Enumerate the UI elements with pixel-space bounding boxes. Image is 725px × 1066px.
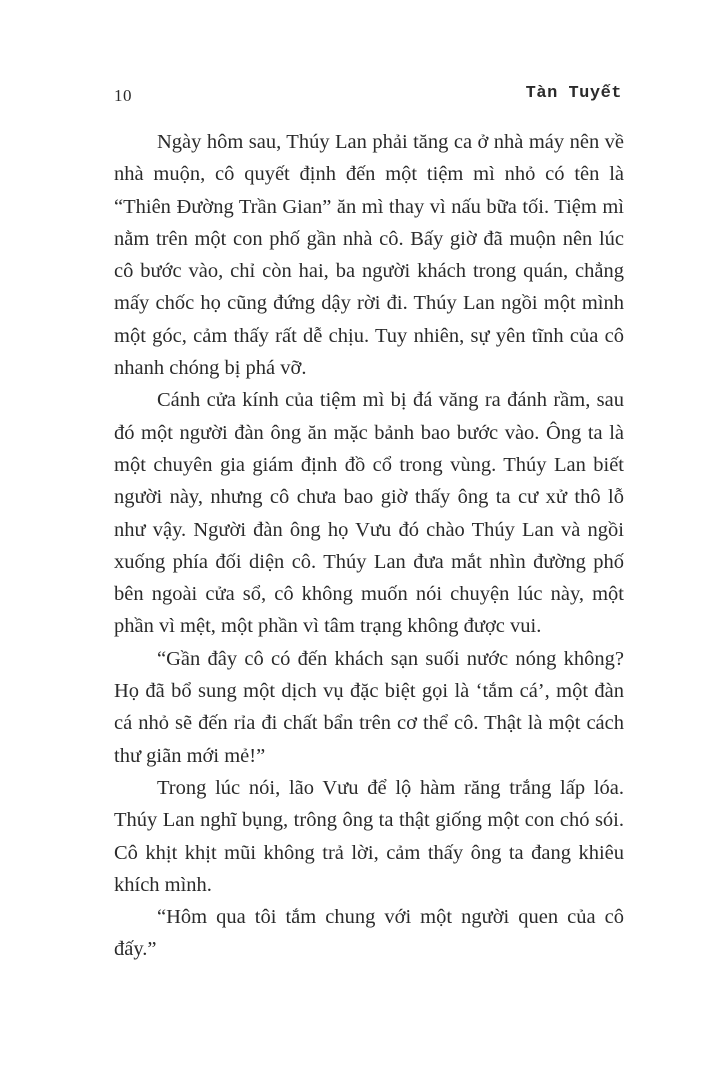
paragraph: “Hôm qua tôi tắm chung với một người quen của cô đấy.” bbox=[114, 906, 624, 961]
running-title: Tàn Tuyết bbox=[525, 84, 622, 103]
paragraph: “Gần đây cô có đến khách sạn suối nước nóng không? Họ đã bổ sung một dịch vụ đặc biệt gọi là ‘tắm cá’, một đàn cá nhỏ sẽ đến rỉa đi chất bẩn trên cơ thể cô. Thật là một cách thư giãn mới mẻ!” bbox=[114, 647, 624, 767]
paragraph: Ngày hôm sau, Thúy Lan phải tăng ca ở nhà máy nên về nhà muộn, cô quyết định đến một tiệm mì nhỏ có tên là “Thiên Đường Trần Gian” ăn mì thay vì nấu bữa tối. Tiệm mì nằm trên một con phố gần nhà cô. Bấy giờ đã muộn nên lúc cô bước vào, chỉ còn hai, ba người khách trong quán, chẳng mấy chốc họ cũng đứng dậy rời đi. Thúy Lan ngồi một mình một góc, cảm thấy rất dễ chịu. Tuy nhiên, sự yên tĩnh của cô nhanh chóng bị phá vỡ. bbox=[114, 131, 624, 380]
page-header bbox=[114, 86, 622, 114]
page-number: 10 bbox=[114, 86, 132, 105]
paragraph: Cánh cửa kính của tiệm mì bị đá văng ra đánh rầm, sau đó một người đàn ông ăn mặc bảnh bao bước vào. Ông ta là một chuyên gia giám định đồ cổ trong vùng. Thúy Lan biết người này, nhưng cô chưa bao giờ thấy ông ta cư xử thô lỗ như vậy. Người đàn ông họ Vưu đó chào Thúy Lan và ngồi xuống phía đối diện cô. Thúy Lan đưa mắt nhìn đường phố bên ngoài cửa sổ, cô không muốn nói chuyện lúc này, một phần vì mệt, một phần vì tâm trạng không được vui. bbox=[114, 389, 624, 638]
body-text bbox=[114, 126, 624, 966]
paragraph: Trong lúc nói, lão Vưu để lộ hàm răng trắng lấp lóa. Thúy Lan nghĩ bụng, trông ông ta thật giống một con chó sói. Cô khịt khịt mũi không trả lời, cảm thấy ông ta đang khiêu khích mình. bbox=[114, 776, 624, 896]
